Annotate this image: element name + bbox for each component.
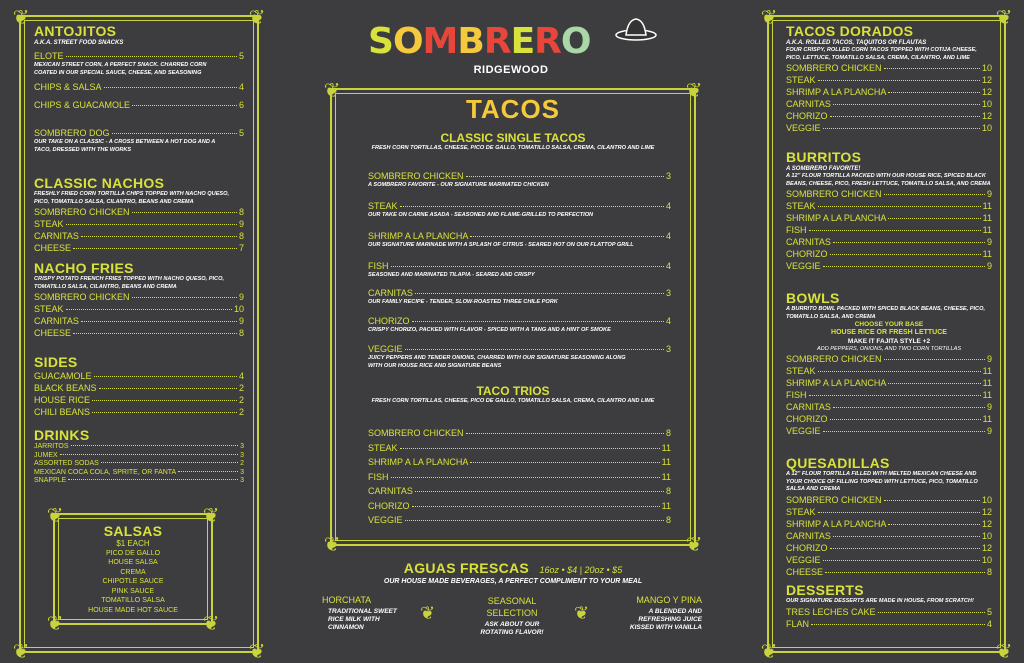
flourish-icon: ❦ [760,5,778,29]
salsa-item: PINK SAUCE [111,587,155,595]
location-label: RIDGEWOOD [473,64,549,76]
menu-item: VEGGIE 9 [786,261,992,271]
menu-item: CHORIZO 11 [368,500,671,511]
section-title: DESSERTS [786,582,864,598]
section-description: FOUR CRISPY, ROLLED CORN TACOS TOPPED WITH COTIJA CHEESE, PICO, LETTUCE, TOMATILLO SALSA, CREMA, CILANTRO, AND LIME [786,47,977,61]
bowls-section [786,290,992,437]
tacos-title: TACOS [465,94,561,124]
menu-item: CARNITAS 9 [786,237,992,247]
section-title: SIDES [34,354,78,370]
agua-name: HORCHATA [322,595,372,605]
menu-item: ASSORTED SODAS 2 [34,460,244,467]
menu-item: CHILI BEANS 2 [34,407,244,417]
menu-item: FISH 11 [786,225,992,235]
flourish-icon: ❦ [323,532,341,556]
desserts-section [786,582,992,630]
menu-item: STEAK 11 [368,442,671,453]
flourish-icon: ❦ [685,532,703,556]
menu-item: JARRITOS 3 [34,443,244,450]
menu-item: CHEESE 8 [786,566,992,577]
tacos-panel [323,78,703,556]
menu-item: SOMBRERO CHICKEN 8 [34,207,244,217]
salsa-item: PICO DE GALLO [105,549,161,557]
tacos-dorados-section [786,23,992,134]
menu-item: CHORIZO 4 [368,316,671,326]
salsa-item: CREMA [120,568,146,576]
menu-item: CHIPS & SALSA 4 [34,82,244,92]
section-subtitle: A.K.A. ROLLED TACOS, TAQUITOS OR FLAUTAS [786,40,927,46]
taco-trios-list [368,426,671,528]
sombrero-logo: SOMBRERO [368,22,658,62]
menu-item: BLACK BEANS 2 [34,383,244,393]
salsa-item: CHIPOTLE SAUCE [102,578,164,585]
bowls-base-label: CHOOSE YOUR BASE [854,321,924,328]
agua-description: ASK ABOUT OUR ROTATING FLAVOR! [480,621,544,636]
flourish-icon: ❦ [248,639,266,663]
menu-item: CHEESE 8 [34,328,244,338]
menu-item: VEGGIE 8 [368,515,671,525]
menu-item: CARNITAS 10 [786,530,992,541]
flourish-icon: ❦ [248,5,266,29]
sides-section [34,354,244,418]
bowls-base-options: HOUSE RICE OR FRESH LETTUCE [831,329,947,336]
section-title: ANTOJITOS [34,23,117,39]
bowls-fajita-description: ADD PEPPERS, ONIONS, AND TWO CORN TORTILLAS [816,346,962,352]
menu-item: STEAK 12 [786,506,992,517]
antojitos-section [34,23,244,154]
menu-item: CARNITAS 10 [786,99,992,109]
salsas-price: $1 EACH [116,539,150,548]
menu-item: SOMBRERO DOG 5 [34,128,244,138]
menu-item: VEGGIE 9 [786,426,992,436]
menu-item: SHRIMP A LA PLANCHA 12 [786,518,992,529]
menu-item: CARNITAS 3 [368,288,671,298]
item-description: A SOMBRERO FAVORITE - OUR SIGNATURE MARINATED CHICKEN [368,182,549,188]
single-tacos-description: FRESH CORN TORTILLAS, CHEESE, PICO DE GALLO, TOMATILLO SALSA, CREMA, CILANTRO AND LIME [371,145,655,151]
item-description: SEASONED AND MARINATED TILAPIA - SEARED AND CRISPY [368,272,535,278]
menu-item: CHORIZO 11 [786,249,992,259]
menu-item: SOMBRERO CHICKEN 8 [368,428,671,438]
sombrero-hat-icon [614,16,658,42]
menu-item: VEGGIE 10 [786,123,992,133]
menu-item: STEAK 12 [786,75,992,85]
flourish-icon: ❦ [46,503,64,527]
single-tacos-title: CLASSIC SINGLE TACOS [440,131,586,145]
flourish-icon: ❦ [12,5,30,29]
item-description: MEXICAN STREET CORN, A PERFECT SNACK. CHARRED CORN COATED IN OUR SPECIAL SAUCE, CHEESE, AND SEASONING [34,62,207,76]
flourish-icon: ❦ [995,639,1013,663]
burritos-section [786,149,992,272]
menu-item: CHEESE 7 [34,243,244,253]
section-title: DRINKS [34,427,90,443]
section-title: QUESADILLAS [786,455,890,471]
section-description: FRESHLY FRIED CORN TORTILLA CHIPS TOPPED WITH NACHO QUESO, PICO, TOMATILLO SALSA, CILANTRO, BEANS AND CREMA [34,191,230,205]
menu-item: CARNITAS 8 [34,231,244,241]
taco-trios-description: FRESH CORN TORTILLAS, CHEESE, PICO DE GALLO, TOMATILLO SALSA, CREMA, CILANTRO AND LIME [371,398,655,404]
section-title: BOWLS [786,290,840,306]
menu-item: STEAK 10 [34,304,244,314]
menu-item: SOMBRERO CHICKEN 10 [786,494,992,505]
agua-description: A BLENDED AND REFRESHING JUICE KISSED WITH VANILLA [629,608,702,631]
item-description: CRISPY CHORIZO, PACKED WITH FLAVOR - SPICED WITH A TANG AND A HINT OF SMOKE [368,327,611,333]
agua-horchata [322,595,402,632]
flourish-icon: ❦ [202,503,220,527]
menu-item: CARNITAS 8 [368,486,671,496]
section-description: OUR HOUSE MADE BEVERAGES, A PERFECT COMPLIMENT TO YOUR MEAL [383,578,643,585]
right-panel [760,5,1013,663]
flourish-icon: ❦ [12,639,30,663]
section-title: AGUAS FRESCAS [403,560,530,576]
menu-item: STEAK 11 [786,201,992,211]
menu-item: CARNITAS 9 [34,316,244,326]
salsa-item: HOUSE SALSA [108,559,158,566]
aguas-sizes: 16oz • $4 | 20oz • $5 [539,565,623,575]
leaf-ornament-icon: ❦ [574,603,590,623]
section-title: TACOS DORADOS [786,23,914,39]
menu-item: SOMBRERO CHICKEN 9 [786,189,992,199]
section-subtitle: A SOMBRERO FAVORITE! [786,166,861,172]
menu-item: ELOTE 5 [34,51,244,61]
menu-item: FISH 4 [368,261,671,271]
section-description: CRISPY POTATO FRENCH FRIES TOPPED WITH NACHO QUESO, PICO, TOMATILLO SALSA, CILANTRO, BEANS AND CREMA [34,276,224,290]
agua-description: TRADITIONAL SWEET RICE MILK WITH CINNAMON [328,608,397,631]
menu-item: SOMBRERO CHICKEN 9 [786,354,992,364]
drinks-section [34,427,244,486]
menu-item: CHIPS & GUACAMOLE 6 [34,100,244,110]
menu-item: VEGGIE 3 [368,344,671,354]
agua-seasonal [470,595,554,637]
menu-item: HOUSE RICE 2 [34,395,244,405]
menu-item: JUMEX 3 [34,451,244,459]
salsa-item: HOUSE MADE HOT SAUCE [88,606,178,614]
taco-trios-title: TACO TRIOS [476,384,550,398]
menu-item: SHRIMP A LA PLANCHA 11 [786,213,992,223]
section-subtitle: A.K.A. STREET FOOD SNACKS [34,40,124,46]
agua-name: MANGO Y PINA [636,595,702,605]
menu-item: STEAK 9 [34,219,244,229]
salsa-item: TOMATILLO SALSA [101,597,165,604]
section-title: BURRITOS [786,149,862,165]
section-title: SALSAS [103,523,163,539]
menu-item: MEXICAN COCA COLA, SPRITE, OR FANTA 3 [34,468,244,476]
menu-item: CHORIZO 12 [786,111,992,121]
menu-item: FLAN 4 [786,618,992,629]
section-description: OUR SIGNATURE DESSERTS ARE MADE IN HOUSE, FROM SCRATCH! [786,598,974,604]
quesadillas-section [786,455,992,578]
menu-item: SHRIMP A LA PLANCHA 4 [368,231,671,241]
menu-item: SOMBRERO CHICKEN 3 [368,171,671,181]
menu-item: CHORIZO 11 [786,414,992,424]
section-title: NACHO FRIES [34,260,134,276]
item-description: OUR TAKE ON A CLASSIC - A CROSS BETWEEN A HOT DOG AND A TACO, DRESSED WITH THE WORKS [34,139,216,153]
aguas-frescas-section [320,560,706,585]
menu-item: VEGGIE 10 [786,554,992,565]
flourish-icon: ❦ [46,611,64,635]
flourish-icon: ❦ [760,639,778,663]
menu-item: CARNITAS 9 [786,402,992,412]
single-tacos-list [368,170,671,370]
menu-item: SHRIMP A LA PLANCHA 11 [786,378,992,388]
menu-item: SHRIMP A LA PLANCHA 11 [368,457,671,467]
menu-item: SOMBRERO CHICKEN 10 [786,63,992,73]
bowls-fajita-option: MAKE IT FAJITA STYLE +2 [847,338,931,345]
nacho-fries-section [34,260,244,339]
classic-nachos-section [34,175,244,254]
menu-item: GUACAMOLE 4 [34,371,244,381]
flourish-icon: ❦ [995,5,1013,29]
item-description: OUR SIGNATURE MARINADE WITH A SPLASH OF CITRUS - SEARED HOT ON OUR FLATTOP GRILL [368,242,634,248]
menu-item: FISH 11 [786,390,992,400]
section-description: A 12" FLOUR TORTILLA FILLED WITH MELTED MEXICAN CHEESE AND YOUR CHOICE OF FILLING TOPPED WITH LETTUCE, PICO, TOMATILLO SALSA AND CREMA [786,471,978,492]
menu-item: FISH 11 [368,471,671,482]
salsas-box [46,503,220,635]
section-description: A 12" FLOUR TORTILLA PACKED WITH OUR HOUSE RICE, SPICED BLACK BEANS, CHEESE, PICO, FRESH LETTUCE, TOMATILLO SALSA, AND CREMA [786,173,991,187]
flourish-icon: ❦ [202,611,220,635]
flourish-icon: ❦ [323,78,341,102]
agua-name: SEASONAL SELECTION [486,596,538,618]
section-description: A BURRITO BOWL PACKED WITH SPICED BLACK BEANS, CHEESE, PICO, TOMATILLO SALSA, AND CREMA [786,306,986,320]
section-title: CLASSIC NACHOS [34,175,165,191]
menu-item: STEAK 11 [786,366,992,376]
item-description: OUR TAKE ON CARNE ASADA - SEASONED AND FLAME-GRILLED TO PERFECTION [368,212,594,218]
menu-item: CHORIZO 12 [786,542,992,553]
menu-item: TRES LECHES CAKE 5 [786,606,992,617]
menu-item: STEAK 4 [368,201,671,211]
left-panel [12,5,266,663]
menu-item: SNAPPLE 3 [34,477,244,484]
menu-item: SOMBRERO CHICKEN 9 [34,292,244,302]
flourish-icon: ❦ [685,78,703,102]
menu-item: SHRIMP A LA PLANCHA 12 [786,87,992,97]
leaf-ornament-icon: ❦ [420,603,436,623]
item-description: JUICY PEPPERS AND TENDER ONIONS, CHARRED WITH OUR SIGNATURE SEASONING ALONG WITH OUR HOUSE RICE AND SIGNATURE BEANS [368,355,626,369]
item-description: OUR FAMILY RECIPE - TENDER, SLOW-ROASTED THREE CHILE PORK [368,299,558,305]
agua-mango [614,595,702,632]
